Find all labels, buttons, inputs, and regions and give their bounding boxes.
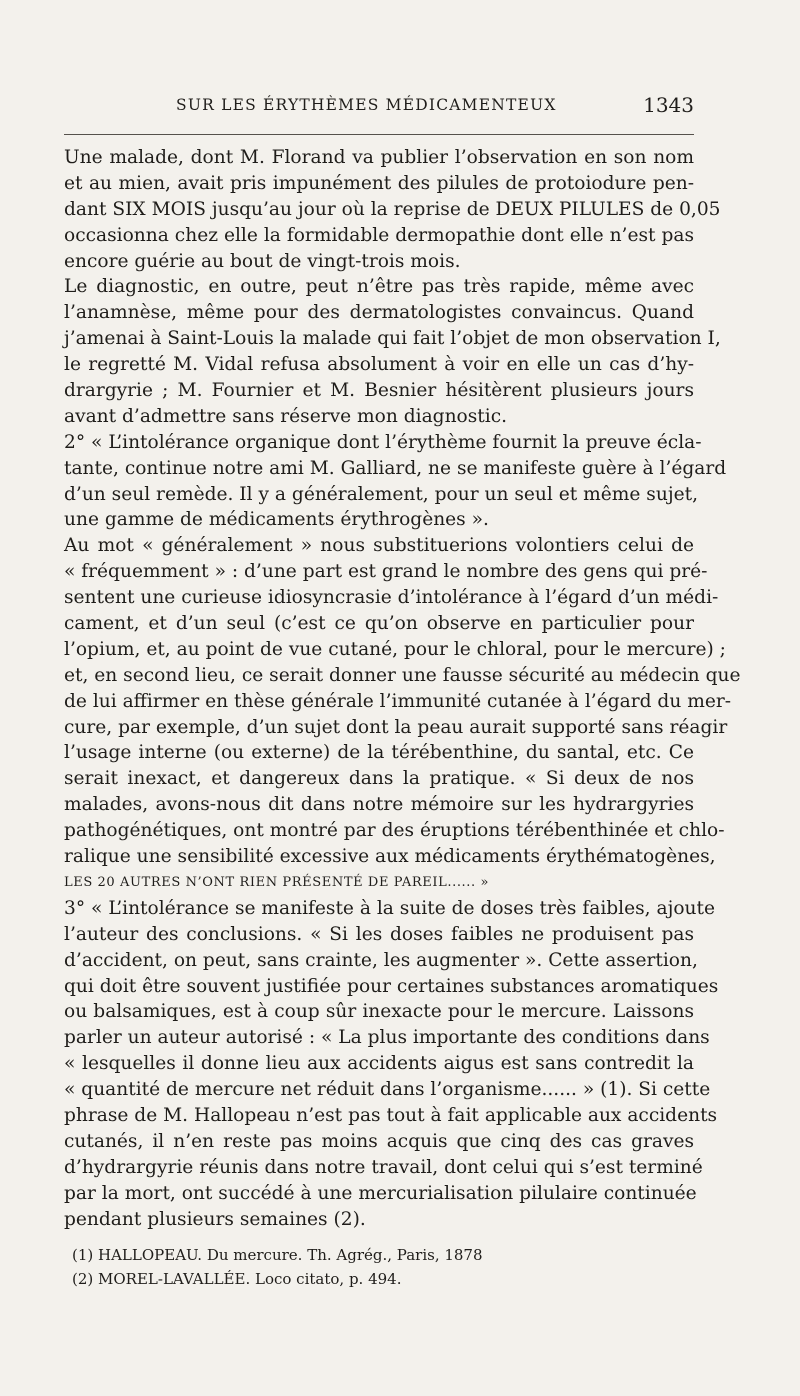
text-line: Au mot « généralement » nous substituerions volontiers celui de (64, 535, 694, 557)
text-line: et au mien, avait pris impunément des pilules de protoiodure pen- (64, 172, 694, 194)
text-line-small-caps: LES 20 AUTRES N’ONT RIEN PRÉSENTÉ DE PAREIL...... » (64, 874, 490, 890)
text-line: pendant plusieurs semaines (2). (64, 1208, 366, 1230)
text-line: d’hydrargyrie réunis dans notre travail, dont celui qui s’est terminé (64, 1156, 703, 1178)
text-line: par la mort, ont succédé à une mercurialisation pilulaire continuée (64, 1182, 697, 1204)
text-line: d’un seul remède. Il y a généralement, pour un seul et même sujet, (64, 483, 698, 505)
text-line: j’amenai à Saint-Louis la malade qui fait l’objet de mon observation I, (64, 328, 721, 350)
text-line: malades, avons-nous dit dans notre mémoire sur les hydrargyries (64, 794, 694, 816)
text-line: encore guérie au bout de vingt-trois mois. (64, 250, 461, 272)
text-line: Le diagnostic, en outre, peut n’être pas très rapide, même avec (64, 276, 694, 298)
body-text (64, 145, 741, 1232)
footnote: (1) HALLOPEAU. Du mercure. Th. Agrég., Paris, 1878 (72, 1246, 483, 1264)
text-line: « lesquelles il donne lieu aux accidents aigus est sans contredit la (64, 1053, 694, 1075)
text-line: cure, par exemple, d’un sujet dont la peau aurait supporté sans réagir (64, 716, 728, 738)
footnotes (72, 1243, 692, 1291)
header-rule (64, 134, 694, 135)
running-header (64, 94, 694, 124)
text-line: dant SIX MOIS jusqu’au jour où la reprise de DEUX PILULES de 0,05 (64, 198, 721, 220)
text-line: cament, et d’un seul (c’est ce qu’on observe en particulier pour (64, 613, 694, 635)
text-line: drargyrie ; M. Fournier et M. Besnier hésitèrent plusieurs jours (64, 380, 694, 402)
text-line: une gamme de médicaments érythrogènes ». (64, 509, 489, 531)
text-line: l’opium, et, au point de vue cutané, pour le chloral, pour le mercure) ; (64, 638, 726, 660)
page-number: 1343 (643, 93, 694, 117)
text-line: de lui affirmer en thèse générale l’immunité cutanée à l’égard du mer- (64, 690, 732, 712)
text-line: le regretté M. Vidal refusa absolument à voir en elle un cas d’hy- (64, 354, 694, 376)
text-line: serait inexact, et dangereux dans la pratique. « Si deux de nos (64, 768, 694, 790)
text-line: d’accident, on peut, sans crainte, les augmenter ». Cette assertion, (64, 949, 698, 971)
text-line: ralique une sensibilité excessive aux médicaments érythématogènes, (64, 846, 716, 868)
text-line: « fréquemment » : d’une part est grand le nombre des gens qui pré- (64, 561, 708, 583)
text-line: l’usage interne (ou externe) de la térébenthine, du santal, etc. Ce (64, 742, 694, 764)
text-line: avant d’admettre sans réserve mon diagnostic. (64, 405, 508, 427)
text-line: 3° « L’intolérance se manifeste à la suite de doses très faibles, ajoute (64, 897, 715, 919)
text-line: l’auteur des conclusions. « Si les doses faibles ne produisent pas (64, 923, 694, 945)
text-line: tante, continue notre ami M. Galliard, ne se manifeste guère à l’égard (64, 457, 727, 479)
running-title: SUR LES ÉRYTHÈMES MÉDICAMENTEUX (176, 96, 557, 114)
text-line: parler un auteur autorisé : « La plus importante des conditions dans (64, 1027, 710, 1049)
text-line: « quantité de mercure net réduit dans l’organisme...... » (1). Si cette (64, 1079, 711, 1101)
footnote: (2) MOREL-LAVALLÉE. Loco citato, p. 494. (72, 1270, 402, 1288)
text-line: pathogénétiques, ont montré par des éruptions térébenthinée et chlo- (64, 820, 725, 842)
text-line: et, en second lieu, ce serait donner une fausse sécurité au médecin que (64, 664, 741, 686)
text-line: cutanés, il n’en reste pas moins acquis que cinq des cas graves (64, 1130, 694, 1152)
text-line: Une malade, dont M. Florand va publier l’observation en son nom (64, 147, 694, 168)
text-line: phrase de M. Hallopeau n’est pas tout à fait applicable aux accidents (64, 1104, 718, 1126)
text-line: qui doit être souvent justifiée pour certaines substances aromatiques (64, 975, 719, 997)
text-line: occasionna chez elle la formidable dermopathie dont elle n’est pas (64, 224, 694, 246)
text-line: l’anamnèse, même pour des dermatologistes convaincus. Quand (64, 302, 694, 324)
text-line: sentent une curieuse idiosyncrasie d’intolérance à l’égard d’un médi- (64, 587, 719, 609)
text-line: ou balsamiques, est à coup sûr inexacte pour le mercure. Laissons (64, 1001, 694, 1023)
text-line: 2° « L’intolérance organique dont l’érythème fournit la preuve écla- (64, 431, 702, 453)
